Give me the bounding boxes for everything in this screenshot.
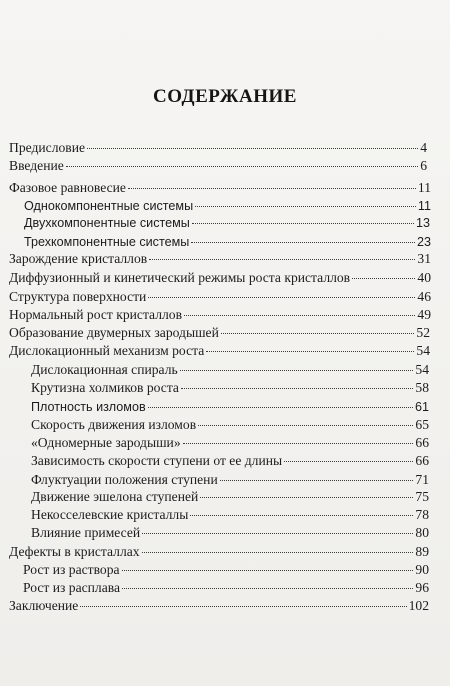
toc-entry-label: Плотность изломов <box>31 400 146 414</box>
dot-leader <box>148 297 415 298</box>
toc-entry <box>31 472 429 488</box>
toc-entry-label: Фазовое равновесие <box>9 180 126 195</box>
dot-leader <box>220 480 414 481</box>
toc-entry-page: 23 <box>416 235 431 249</box>
toc-entry-label: Влияние примесей <box>31 525 141 540</box>
dot-leader <box>221 333 415 334</box>
dot-leader <box>191 242 415 243</box>
toc-entry-label: Нормальный рост кристаллов <box>9 307 182 322</box>
toc-entry <box>9 343 430 359</box>
dot-leader <box>195 206 416 207</box>
toc-entry <box>31 507 429 523</box>
toc-entry-page: 52 <box>416 325 430 340</box>
dot-leader <box>183 443 414 444</box>
toc-entry-label: Зависимость скорости ступени от ее длины <box>31 453 283 468</box>
toc-entry <box>31 380 429 396</box>
toc-entry-page: 4 <box>420 140 427 155</box>
toc-entry-label: Образование двумерных зародышей <box>9 325 219 340</box>
toc-entry <box>31 417 429 433</box>
toc-entry-page: 89 <box>415 544 429 559</box>
toc-entry-page: 90 <box>415 562 429 577</box>
page-title: СОДЕРЖАНИЕ <box>153 86 297 107</box>
toc-entry <box>9 307 431 323</box>
toc-entry-label: Введение <box>9 158 64 173</box>
toc-entry <box>9 180 431 196</box>
toc-entry-label: Трехкомпонентные системы <box>24 235 190 249</box>
toc-entry-page: 66 <box>415 435 429 450</box>
dot-leader <box>284 461 413 462</box>
dot-leader <box>148 407 413 408</box>
toc-entry <box>24 234 431 250</box>
toc-entry-label: Рост из раствора <box>23 562 120 577</box>
toc-entry-page: 102 <box>408 598 429 613</box>
toc-entry-page: 11 <box>417 180 431 195</box>
toc-entry-label: Некосселевские кристаллы <box>31 507 189 522</box>
toc-entry-label: Движение эшелона ступеней <box>31 489 199 504</box>
toc-entry-label: Заключение <box>9 598 79 613</box>
toc-entry-label: Структура поверхности <box>9 289 147 304</box>
toc-entry <box>9 598 429 614</box>
dot-leader <box>184 315 415 316</box>
toc-entry-page: 13 <box>415 216 430 230</box>
toc-entry-label: Дислокационный механизм роста <box>9 343 205 358</box>
toc-entry <box>9 289 431 305</box>
toc-entry <box>31 489 429 505</box>
toc-entry <box>9 251 431 267</box>
toc-entry-label: Однокомпонентные системы <box>24 199 194 213</box>
toc-entry <box>31 525 429 541</box>
toc-entry-page: 40 <box>417 270 431 285</box>
toc-entry-label: Крутизна холмиков роста <box>31 380 179 395</box>
toc-entry <box>31 453 429 469</box>
toc-entry <box>9 544 429 560</box>
dot-leader <box>87 148 418 149</box>
dot-leader <box>122 570 414 571</box>
toc-entry <box>24 198 431 214</box>
toc-entry-page: 65 <box>415 417 429 432</box>
dot-leader <box>180 370 414 371</box>
toc-entry-label: «Одномерные зародыши» <box>31 435 181 450</box>
toc-entry-page: 49 <box>417 307 431 322</box>
toc-entry-label: Дефекты в кристаллах <box>9 544 140 559</box>
toc-entry <box>31 435 429 451</box>
toc-entry <box>9 158 427 174</box>
toc-entry-label: Диффузионный и кинетический режимы роста кристаллов <box>9 270 351 285</box>
dot-leader <box>122 588 413 589</box>
toc-entry <box>24 215 430 231</box>
dot-leader <box>206 351 414 352</box>
dot-leader <box>142 533 413 534</box>
toc-entry <box>23 580 429 596</box>
toc-entry-page: 58 <box>415 380 429 395</box>
dot-leader <box>190 515 413 516</box>
toc-entry-page: 71 <box>415 472 429 487</box>
toc-entry-label: Двухкомпонентные системы <box>24 216 190 230</box>
dot-leader <box>200 497 413 498</box>
toc-entry-page: 96 <box>415 580 429 595</box>
toc-entry <box>9 270 431 286</box>
toc-entry-page: 80 <box>415 525 429 540</box>
toc-entry-label: Предисловие <box>9 140 86 155</box>
dot-leader <box>149 259 415 260</box>
toc-entry-label: Скорость движения изломов <box>31 417 197 432</box>
dot-leader <box>128 188 416 189</box>
toc-entry-page: 61 <box>414 400 429 414</box>
toc-entry <box>31 399 429 415</box>
toc-entry-page: 46 <box>417 289 431 304</box>
toc-entry-label: Дислокационная спираль <box>31 362 178 377</box>
toc-entry-page: 11 <box>417 199 431 213</box>
toc-entry-page: 78 <box>415 507 429 522</box>
dot-leader <box>198 425 413 426</box>
dot-leader <box>192 223 414 224</box>
dot-leader <box>181 388 413 389</box>
toc-entry-page: 66 <box>415 453 429 468</box>
toc-entry <box>9 325 430 341</box>
dot-leader <box>66 166 418 167</box>
toc-entry <box>31 362 429 378</box>
dot-leader <box>80 606 406 607</box>
toc-entry <box>9 140 427 156</box>
toc-entry-page: 31 <box>417 251 431 266</box>
toc-entry-page: 75 <box>415 489 429 504</box>
toc-entry-page: 6 <box>420 158 427 173</box>
dot-leader <box>352 278 415 279</box>
toc-entry-label: Рост из расплава <box>23 580 121 595</box>
toc-entry <box>23 562 429 578</box>
toc-entry-page: 54 <box>415 362 429 377</box>
dot-leader <box>142 552 414 553</box>
toc-entry-label: Зарождение кристаллов <box>9 251 148 266</box>
toc-entry-page: 54 <box>416 343 430 358</box>
toc-entry-label: Флуктуации положения ступени <box>31 472 218 487</box>
